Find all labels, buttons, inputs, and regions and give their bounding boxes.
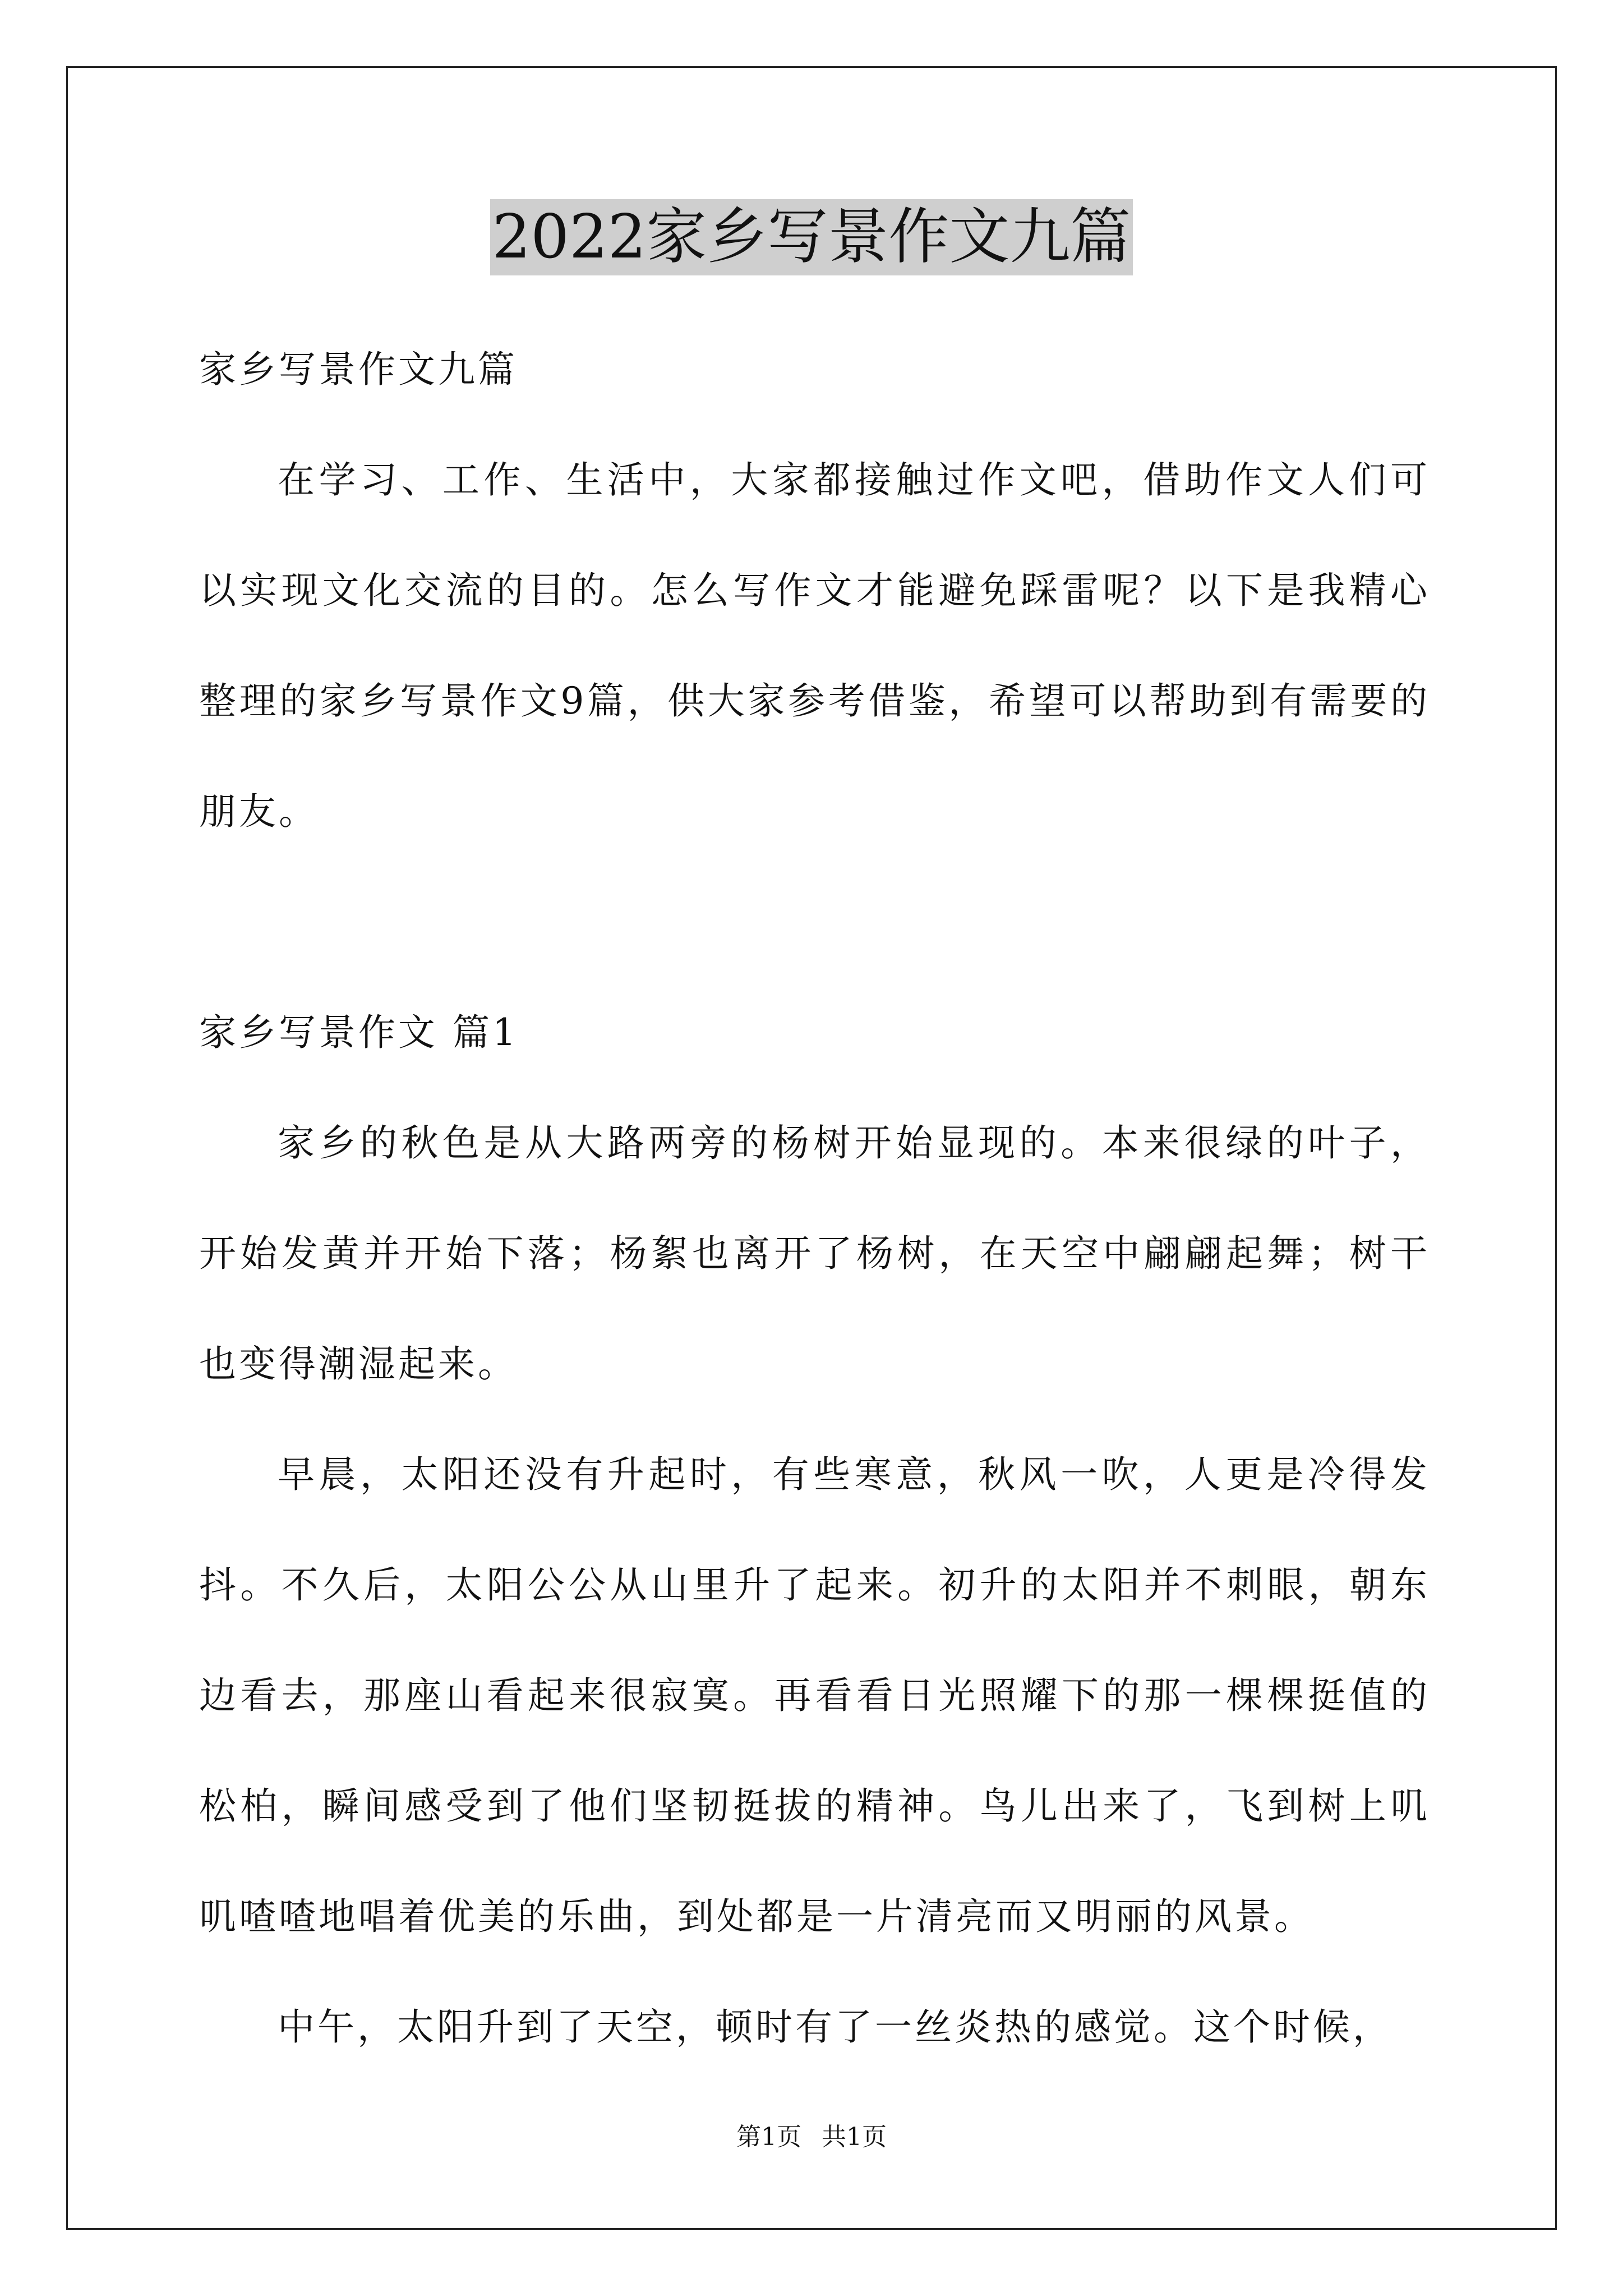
subtitle: 家乡写景作文九篇 — [199, 348, 518, 391]
body-paragraph-1: 家乡的秋色是从大路两旁的杨树开始显现的。本来很绿的叶子，开始发黄并开始下落；杨絮也离开了杨树，在天空中翩翩起舞；树干也变得潮湿起来。 — [199, 1121, 1430, 1386]
page-footer — [0, 2120, 1623, 2154]
body-paragraph-2: 早晨，太阳还没有升起时，有些寒意，秋风一吹，人更是冷得发抖。不久后，太阳公公从山里升了起来。初升的太阳并不刺眼，朝东边看去，那座山看起来很寂寞。再看看日光照耀下的那一棵棵挺值的松柏，瞬间感受到了他们坚韧挺拔的精神。鸟儿出来了，飞到树上叽叽喳喳地唱着优美的乐曲，到处都是一片清亮而又明丽的风景。 — [199, 1453, 1430, 1938]
page-number: 第1页 — [736, 2123, 801, 2151]
document-title: 2022家乡写景作文九篇 — [490, 199, 1133, 275]
body-paragraph-3: 中午，太阳升到了天空，顿时有了一丝炎热的感觉。这个时候， — [278, 2005, 1393, 2049]
section-spacer — [199, 867, 1430, 977]
title-container — [0, 199, 1623, 275]
intro-paragraph: 在学习、工作、生活中，大家都接触过作文吧，借助作文人们可以实现文化交流的目的。怎么写作文才能避免踩雷呢？以下是我精心整理的家乡写景作文9篇，供大家参考借鉴，希望可以帮助到有需要的朋友。 — [199, 458, 1430, 833]
page-total: 共1页 — [822, 2123, 887, 2151]
section-heading: 家乡写景作文 篇1 — [199, 1011, 519, 1054]
document-body — [199, 314, 1430, 2082]
